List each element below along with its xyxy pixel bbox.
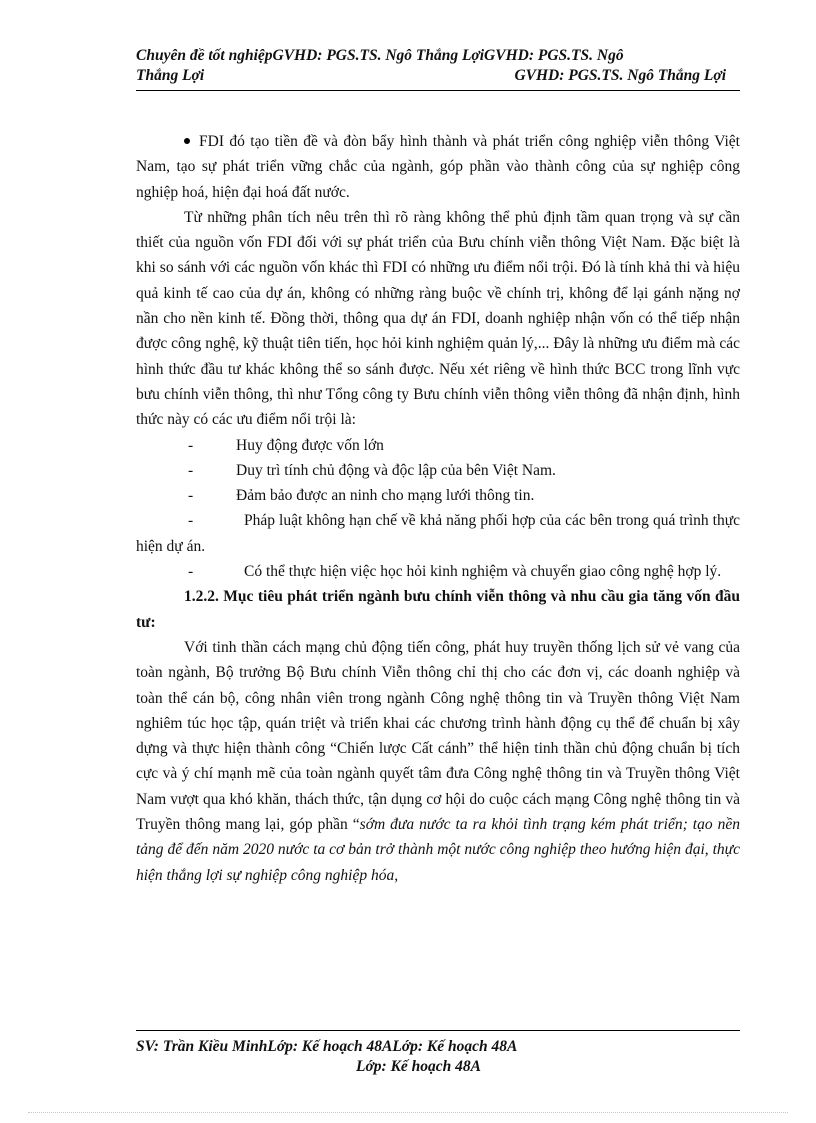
page-header [136, 46, 740, 91]
list-item-text: Đảm bảo được an ninh cho mạng lưới thông tin. [236, 487, 535, 505]
footer-line-2: Lớp: Kế hoạch 48A [356, 1058, 481, 1075]
header-line-2-right: GVHD: PGS.TS. Ngô Thắng Lợi [514, 67, 726, 84]
list-item: - Pháp luật không hạn chế về khả năng phối hợp của các bên trong quá trình thực hiện dự án. [136, 512, 740, 555]
paragraph-strategy: Với tinh thần cách mạng chủ động tiến công, phát huy truyền thống lịch sử vẻ vang của toàn ngành, Bộ trưởng Bộ Bưu chính Viễn thông chỉ thị cho các đơn vị, các doanh nghiệp và toàn thể cán bộ, công nhân viên trong ngành Công nghệ thông tin và Truyền thông Việt Nam nghiêm túc học tập, quán triệt và triển khai các chương trình hành động cụ thể để chuẩn bị xây dựng và thực hiện thành công “Chiến lược Cất cánh” thể hiện tinh thần chủ động chuẩn bị tích cực và ý chí mạnh mẽ của toàn ngành quyết tâm đưa Công nghệ thông tin và Truyền thông Việt Nam vượt qua khó khăn, thách thức, tận dụng cơ hội do cuộc cách mạng Công nghệ thông tin và Truyền thông mang lại, góp phần “sớm đưa nước ta ra khỏi tình trạng kém phát triển; tạo nền tảng để đến năm 2020 nước ta cơ bản trở thành một nước công nghiệp theo hướng hiện đại, thực hiện thắng lợi sự nghiệp công nghiệp hóa, [136, 638, 740, 884]
list-item-text: Duy trì tính chủ động và độc lập của bên Việt Nam. [236, 461, 556, 479]
header-line-2-left: Thắng Lợi [136, 67, 205, 84]
document-body [136, 129, 740, 888]
page-footer [136, 1030, 740, 1077]
list-item-text: Có thể thực hiện việc học hỏi kinh nghiệm và chuyển giao công nghệ hợp lý. [244, 563, 722, 581]
list-item: - Duy trì tính chủ động và độc lập của bên Việt Nam. [136, 458, 740, 483]
section-heading: 1.2.2. Mục tiêu phát triển ngành bưu chính viễn thông và nhu cầu gia tăng vốn đầu tư: [136, 588, 740, 631]
bullet-text: FDI đó tạo tiền đề và đòn bẩy hình thành và phát triển công nghiệp viễn thông Việt Nam, tạo sự phát triển vững chắc của ngành, góp phần vào thành công của sự nghiệp công nghiệp hoá, hiện đại hoá đất nước. [136, 133, 740, 201]
quoted-italic-text: sớm đưa nước ta ra khỏi tình trạng kém phát triển; tạo nền tảng để đến năm 2020 nước ta cơ bản trở thành một nước công nghiệp theo hướng hiện đại, thực hiện thắng lợi sự nghiệp công nghiệp hóa, [136, 816, 740, 884]
list-item: - Có thể thực hiện việc học hỏi kinh nghiệm và chuyển giao công nghệ hợp lý. [188, 563, 722, 581]
bullet-paragraph [136, 129, 740, 205]
header-line-1: Chuyên đề tốt nghiệpGVHD: PGS.TS. Ngô Thắng LợiGVHD: PGS.TS. Ngô [136, 47, 624, 64]
list-item: - Đảm bảo được an ninh cho mạng lưới thông tin. [136, 483, 740, 508]
page-break-divider [28, 1112, 788, 1113]
bullet-dot-icon [184, 138, 190, 144]
list-item: - Huy động được vốn lớn [136, 433, 740, 458]
paragraph-fdi-advantages: Từ những phân tích nêu trên thì rõ ràng không thể phủ định tầm quan trọng và sự cần thiết của nguồn vốn FDI đối với sự phát triển của Bưu chính viễn thông Việt Nam. Đặc biệt là khi so sánh với các nguồn vốn khác thì FDI có những ưu điểm nổi trội. Đó là tính khả thi và hiệu quả kinh tế cao của dự án, không có những ràng buộc về chính trị, không để lại gánh nặng nợ nần cho nền kinh tế. Đồng thời, thông qua dự án FDI, doanh nghiệp nhận vốn có thể tiếp nhận được công nghệ, kỹ thuật tiên tiến, học hỏi kinh nghiệm quản lý,... Đây là những ưu điểm mà các hình thức đầu tư khác không thể so sánh được. Nếu xét riêng về hình thức BCC trong lĩnh vực bưu chính viễn thông, thì như Tổng công ty Bưu chính viễn thông viễn thông đã nhận định, hình thức này có các ưu điểm nổi trội là: [136, 208, 740, 429]
list-item-text: Pháp luật không hạn chế về khả năng phối hợp của các bên trong quá trình thực hiện dự án. [136, 512, 740, 555]
footer-line-1: SV: Trần Kiều MinhLớp: Kế hoạch 48ALớp: Kế hoạch 48A [136, 1038, 518, 1055]
list-item-text: Huy động được vốn lớn [236, 436, 384, 454]
